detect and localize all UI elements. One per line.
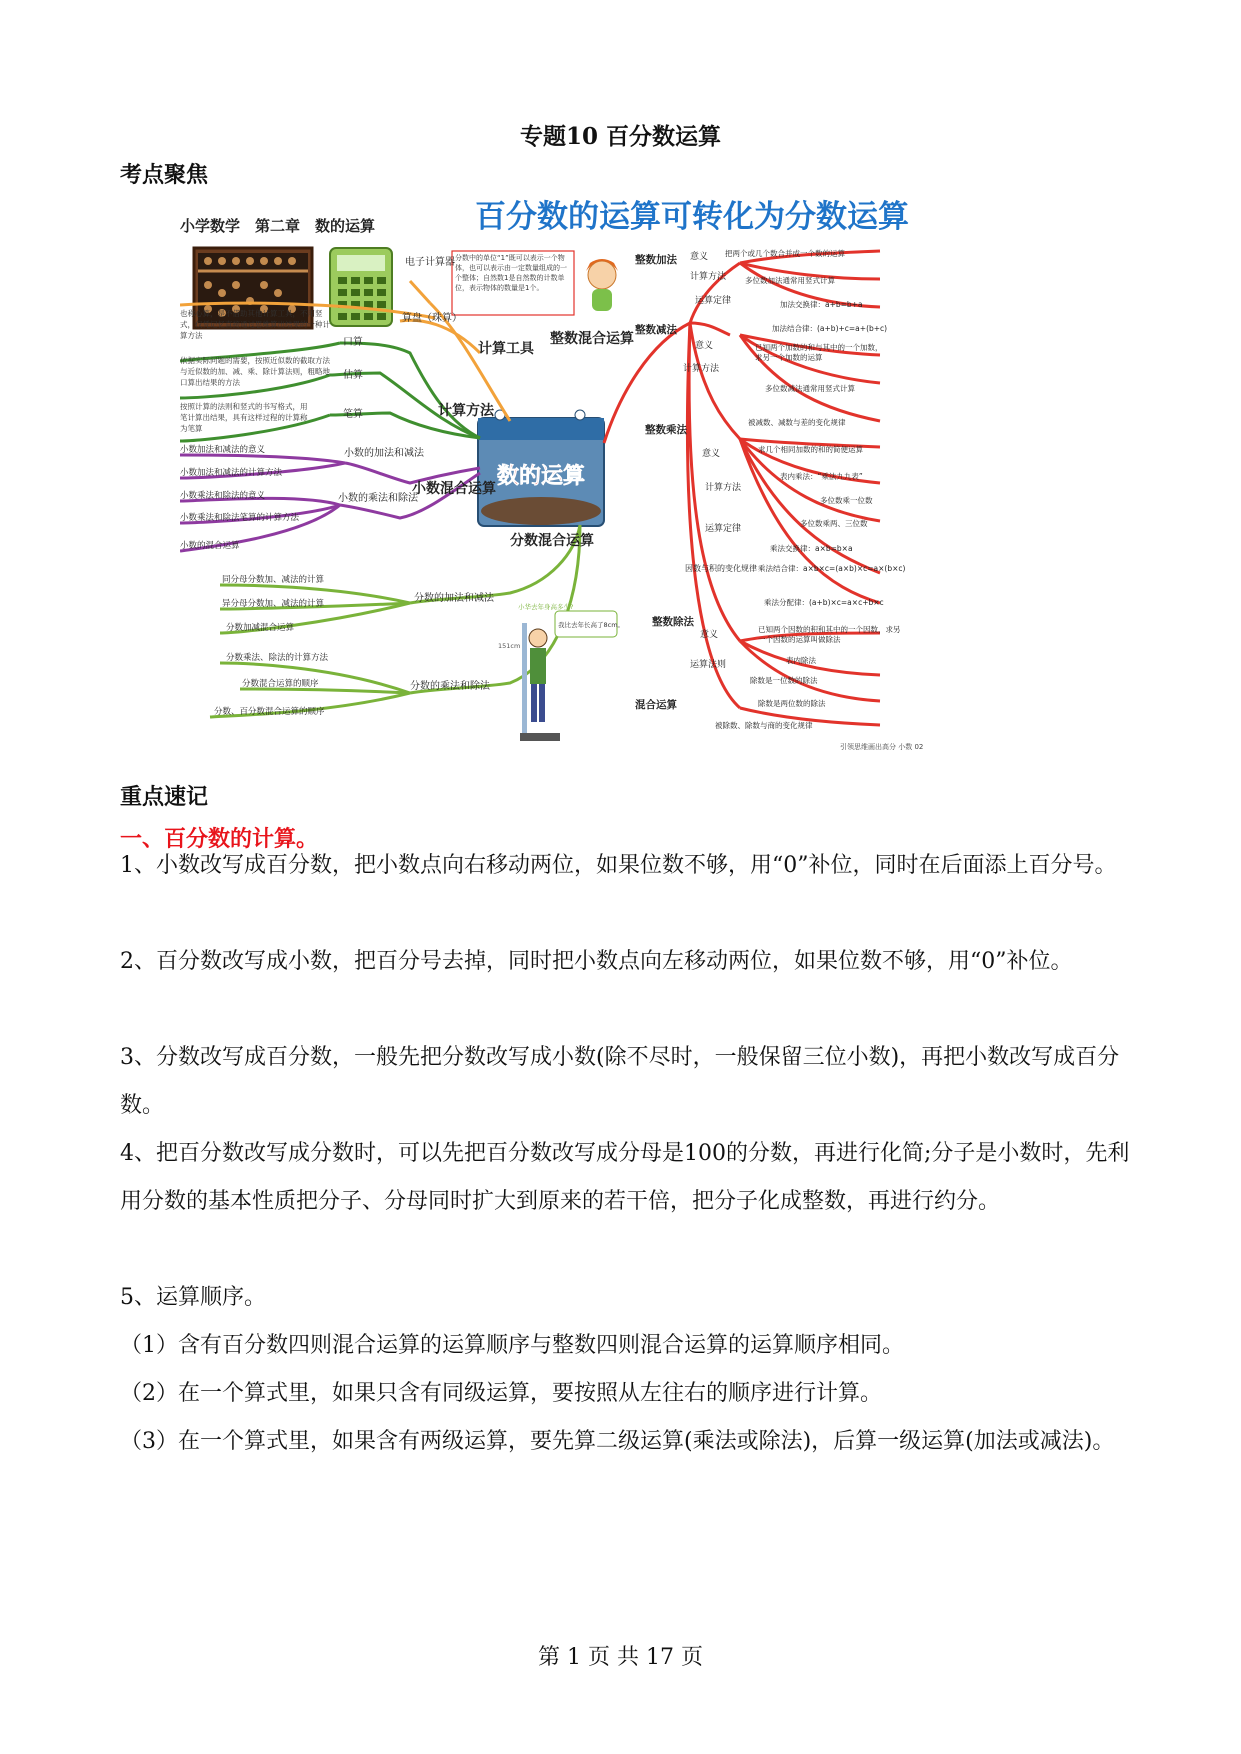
int-div-d3: 除数是两位数的除法: [758, 699, 826, 708]
int-mul-dinglv: 运算定律: [705, 524, 742, 534]
fraction-item1-0: 同分母分数加、减法的计算: [222, 575, 325, 585]
int-mul-fangfa: 计算方法: [705, 483, 742, 493]
section-heading-focus: 考点聚焦: [120, 162, 209, 188]
page-footer: 第 1 页 共 17 页: [538, 1645, 703, 1670]
int-add-yiyi: 意义: [690, 252, 709, 262]
method-bisuan: 笔算: [343, 409, 363, 420]
int-mul-yiyi: 意义: [702, 449, 721, 459]
mind-map: [180, 193, 1030, 833]
kid-bubble: 我比去年长高了8cm。: [558, 621, 625, 629]
int-mul-rule: 因数与积的变化规律: [685, 564, 757, 573]
method-kousuan: 口算: [343, 337, 363, 348]
int-div-d2: 除数是一位数的除法: [750, 676, 818, 685]
paragraph-5: 5、运算顺序。: [120, 1285, 266, 1310]
page-title: 专题10 百分数运算: [519, 123, 721, 150]
center-label: 数的运算: [496, 464, 586, 489]
int-add-yiyi-desc: 把两个或几个数合并成一个数的运算: [725, 249, 845, 258]
girl-icon: [586, 259, 618, 311]
method-gusuan: 估算: [343, 370, 363, 381]
calculator-icon: [330, 248, 392, 326]
int-mul-biao: 表内乘法：“乘法九九表”: [780, 472, 863, 481]
subheading-percent-calc: 一、百分数的计算。: [120, 826, 319, 852]
integer-div-label: 整数除法: [652, 616, 694, 628]
int-add-fangfa-desc: 多位数加法通常用竖式计算: [745, 276, 835, 285]
integer-mix-label: 混合运算: [635, 699, 677, 711]
fraction-item2-2: 分数、百分数混合运算的顺序: [214, 707, 325, 717]
decimal-item-0: 小数加法和减法的意义: [180, 445, 266, 455]
fraction-branch-label: 分数混合运算: [510, 533, 594, 549]
int-div-d1: 表内除法: [786, 656, 816, 665]
center-node: [478, 410, 604, 526]
paragraph-5-1: （1）含有百分数四则混合运算的运算顺序与整数四则混合运算的运算顺序相同。: [120, 1333, 904, 1358]
integer-sub-label: 整数减法: [635, 324, 677, 336]
decimal-sub2: 小数的乘法和除法: [338, 493, 418, 504]
int-add-jiehe: 加法结合律：(a+b)+c=a+(b+c): [772, 324, 888, 333]
fraction-item1-2: 分数加减混合运算: [226, 623, 295, 633]
section-heading-notes: 重点速记: [120, 784, 209, 810]
int-mul-yiyi-desc: 求几个相同加数的和的简便运算: [758, 445, 863, 454]
tools-suanpan: 算盘（珠算）: [402, 313, 462, 324]
mindmap-banner: 百分数的运算可转化为分数运算: [475, 199, 909, 235]
paragraph-3: 3、分数改写成百分数，一般先把分数改写成小数(除不尽时，一般保留三位小数)，再把小数改写成百分数。: [120, 1045, 1120, 1118]
note-text: 分数中的单位“1”既可以表示一个物体，也可以表示由一定数量组成的一个整体；自然数1是自然数的计数单位，表示物体的数量是1个。: [455, 254, 567, 292]
decimal-item-1: 小数加法和减法的计算方法: [180, 468, 283, 478]
method-bisuan-desc: 按照计算的法则和竖式的书写格式，用笔计算出结果，具有这样过程的计算称为笔算: [180, 402, 308, 433]
int-div-rule: 被除数、除数与商的变化规律: [715, 721, 813, 730]
decimal-item-2: 小数乘法和除法的意义: [180, 491, 266, 501]
tools-dianzi: 电子计算器: [405, 257, 455, 268]
integer-branch-lines: [604, 251, 880, 725]
decimal-branch-label: 小数混合运算: [412, 481, 496, 497]
mindmap-left-title: 小学数学 第二章 数的运算: [180, 217, 376, 235]
int-add-fangfa: 计算方法: [690, 272, 727, 282]
fraction-item2-1: 分数混合运算的顺序: [242, 679, 319, 689]
paragraph-1: 1、小数改写成百分数，把小数点向右移动两位，如果位数不够，用“0”补位，同时在后面添上百分号。: [120, 853, 1117, 878]
paragraph-5-2: （2）在一个算式里，如果只含有同级运算，要按照从左往右的顺序进行计算。: [120, 1381, 882, 1406]
kid-height: 151cm: [498, 642, 521, 650]
int-mul-fenpei: 乘法分配律：(a+b)×c=a×c+b×c: [764, 598, 884, 607]
int-sub-yiyi: 意义: [695, 341, 714, 351]
int-div-yiyi: 意义: [700, 630, 719, 640]
fraction-sub1: 分数的加法和减法: [414, 593, 494, 604]
kid-sign: 小华去年身高多少?: [518, 603, 574, 611]
int-sub-yiyi-desc: 已知两个加数的和与其中的一个加数，求另一个加数的运算: [755, 343, 883, 362]
paragraph-2: 2、百分数改写成小数，把百分号去掉，同时把小数点向左移动两位，如果位数不够，用“0”补位。: [120, 949, 1073, 974]
int-add-dinglv: 运算定律: [695, 296, 732, 306]
int-sub-fangfa-desc: 多位数减法通常用竖式计算: [765, 384, 855, 393]
mindmap-credit: 引领思维画出高分 小数 02: [840, 743, 924, 751]
kid-measuring-illustration: [498, 602, 624, 741]
int-div-yiyi-desc: 已知两个因数的积和其中的一个因数，求另一个因数的运算叫做除法: [758, 625, 901, 644]
int-mul-m1: 多位数乘一位数: [820, 496, 873, 505]
int-mul-jiehe: 乘法结合律：a×b×c=(a×b)×c=a×(b×c): [758, 564, 906, 573]
integer-add-label: 整数加法: [635, 254, 677, 266]
methods-branch-label: 计算方法: [438, 403, 494, 419]
fraction-item2-0: 分数乘法、除法的计算方法: [226, 653, 329, 663]
integer-mul-label: 整数乘法: [645, 424, 687, 436]
fraction-sub2: 分数的乘法和除法: [410, 681, 490, 692]
tools-suanpan-desc: 也称心算，是不借助其他计算工具，不用竖式，仅凭记忆直接通过思维算出结果的一种计算方法: [180, 309, 330, 340]
method-gusuan-desc: 依据实际问题的需要，按照近似数的截取方法与近似数的加、减、乘、除计算法则，粗略地口算出结果的方法: [180, 356, 330, 387]
decimal-sub1: 小数的加法和减法: [344, 448, 424, 459]
integer-branch-label: 整数混合运算: [550, 331, 634, 347]
tools-branch-label: 计算工具: [478, 341, 534, 357]
int-add-jiaohuan: 加法交换律：a+b=b+a: [780, 300, 863, 309]
decimal-item-3: 小数乘法和除法笔算的计算方法: [180, 513, 300, 523]
int-sub-rule: 被减数、减数与差的变化规律: [748, 418, 846, 427]
paragraph-5-3: （3）在一个算式里，如果含有两级运算，要先算二级运算(乘法或除法)，后算一级运算(加法或减法)。: [120, 1429, 1115, 1454]
paragraph-4: 4、把百分数改写成分数时，可以先把百分数改写成分母是100的分数，再进行化简;分子是小数时，先利用分数的基本性质把分子、分母同时扩大到原来的若干倍，把分子化成整数，再进行约分。: [120, 1141, 1130, 1214]
int-div-faze: 运算法则: [690, 660, 727, 670]
int-mul-m2: 多位数乘两、三位数: [800, 519, 868, 528]
int-mul-jiaohuan: 乘法交换律：a×b=b×a: [770, 544, 853, 553]
fraction-item1-1: 异分母分数加、减法的计算: [222, 599, 325, 609]
int-sub-fangfa: 计算方法: [683, 364, 720, 374]
decimal-item-4: 小数的混合运算: [180, 541, 240, 551]
